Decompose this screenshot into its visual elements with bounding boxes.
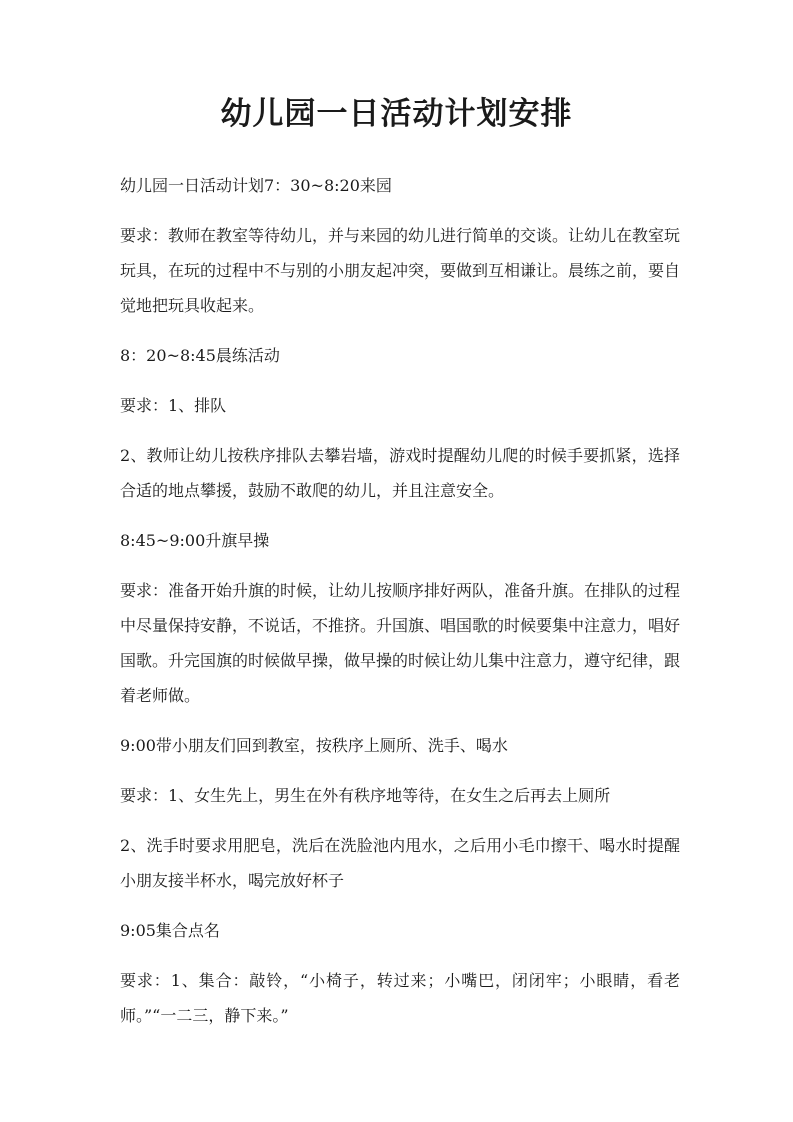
paragraph-flag-raising-requirements: 要求：准备开始升旗的时候，让幼儿按顺序排好两队，准备升旗。在排队的过程中尽量保持安静，不说话，不推挤。升国旗、唱国歌的时候要集中注意力，唱好国歌。升完国旗的时候做早操，做早操的时候让幼儿集中注意力，遵守纪律，跟着老师做。 (120, 581, 681, 705)
paragraph-morning-exercise-req-2: 2、教师让幼儿按秩序排队去攀岩墙，游戏时提醒幼儿爬的时候手要抓紧，选择合适的地点攀援，鼓励不敢爬的幼儿，并且注意安全。 (120, 446, 680, 500)
paragraph-morning-exercise-req-1: 要求：1、排队 (120, 396, 227, 415)
paragraph-arrival-requirements: 要求：教师在教室等待幼儿，并与来园的幼儿进行简单的交谈。让幼儿在教室玩玩具，在玩的过程中不与别的小朋友起冲突，要做到互相谦让。晨练之前，要自觉地把玩具收起来。 (120, 226, 681, 315)
paragraph-restroom-req-2: 2、洗手时要求用肥皂，洗后在洗脸池内甩水，之后用小毛巾擦干、喝水时提醒小朋友接半杯水，喝完放好杯子 (120, 836, 680, 890)
paragraph-flag-raising-time: 8:45~9:00升旗早操 (120, 531, 270, 550)
paragraph-arrival-time: 幼儿园一日活动计划7：30~8:20来园 (120, 176, 392, 195)
document-body (120, 168, 680, 1048)
page-title: 幼儿园一日活动计划安排 (220, 96, 573, 132)
paragraph-restroom-req-1: 要求：1、女生先上，男生在外有秩序地等待，在女生之后再去上厕所 (120, 786, 611, 805)
paragraph-morning-exercise-time: 8：20~8:45晨练活动 (120, 346, 280, 365)
paragraph-roll-call-requirements: 要求：1、集合：敲铃，“小椅子，转过来；小嘴巴，闭闭牢；小眼睛，看老师。”“一二三，静下来。” (120, 971, 680, 1025)
paragraph-classroom-return-time: 9:00带小朋友们回到教室，按秩序上厕所、洗手、喝水 (120, 736, 508, 755)
paragraph-roll-call-time: 9:05集合点名 (120, 921, 220, 940)
